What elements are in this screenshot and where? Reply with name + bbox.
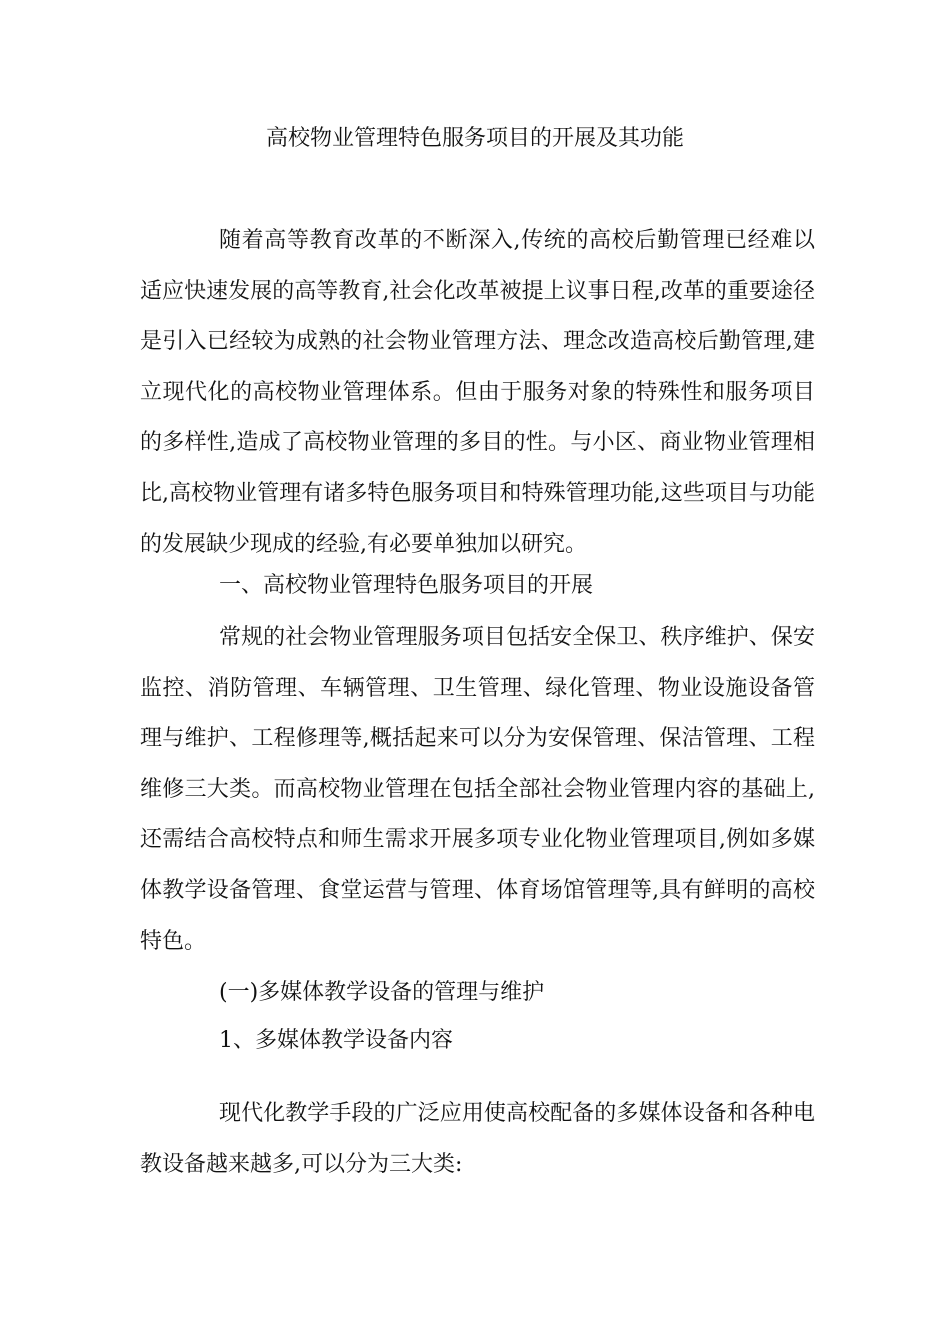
section-heading-1: 一、高校物业管理特色服务项目的开展 xyxy=(219,573,594,598)
section-1-paragraph: 常规的社会物业管理服务项目包括安全保卫、秩序维护、保安监控、消防管理、车辆管理、卫生管理、绿化管理、物业设施设备管理与维护、工程修理等,概括起来可以分为安保管理、保洁管理、工程维修三大类。而高校物业管理在包括全部社会物业管理内容的基础上,还需结合高校特点和师生需求开展多项专业化物业管理项目,例如多媒体教学设备管理、食堂运营与管理、体育场馆管理等,具有鲜明的高校特色。 xyxy=(140,625,815,954)
intro-paragraph: 随着高等教育改革的不断深入,传统的高校后勤管理已经难以适应快速发展的高等教育,社会化改革被提上议事日程,改革的重要途径是引入已经较为成熟的社会物业管理方法、理念改造高校后勤管理,建立现代化的高校物业管理体系。但由于服务对象的特殊性和服务项目的多样性,造成了高校物业管理的多目的性。与小区、商业物业管理相比,高校物业管理有诸多特色服务项目和特殊管理功能,这些项目与功能的发展缺少现成的经验,有必要单独加以研究。 xyxy=(140,228,815,557)
document-title: 高校物业管理特色服务项目的开展及其功能 xyxy=(265,126,684,151)
subsection-1-paragraph: 现代化教学手段的广泛应用使高校配备的多媒体设备和各种电教设备越来越多,可以分为三大类: xyxy=(140,1101,815,1177)
subsection-heading-1: (一)多媒体教学设备的管理与维护 xyxy=(219,980,545,1005)
subsubsection-heading-1: 1、多媒体教学设备内容 xyxy=(219,1028,453,1053)
